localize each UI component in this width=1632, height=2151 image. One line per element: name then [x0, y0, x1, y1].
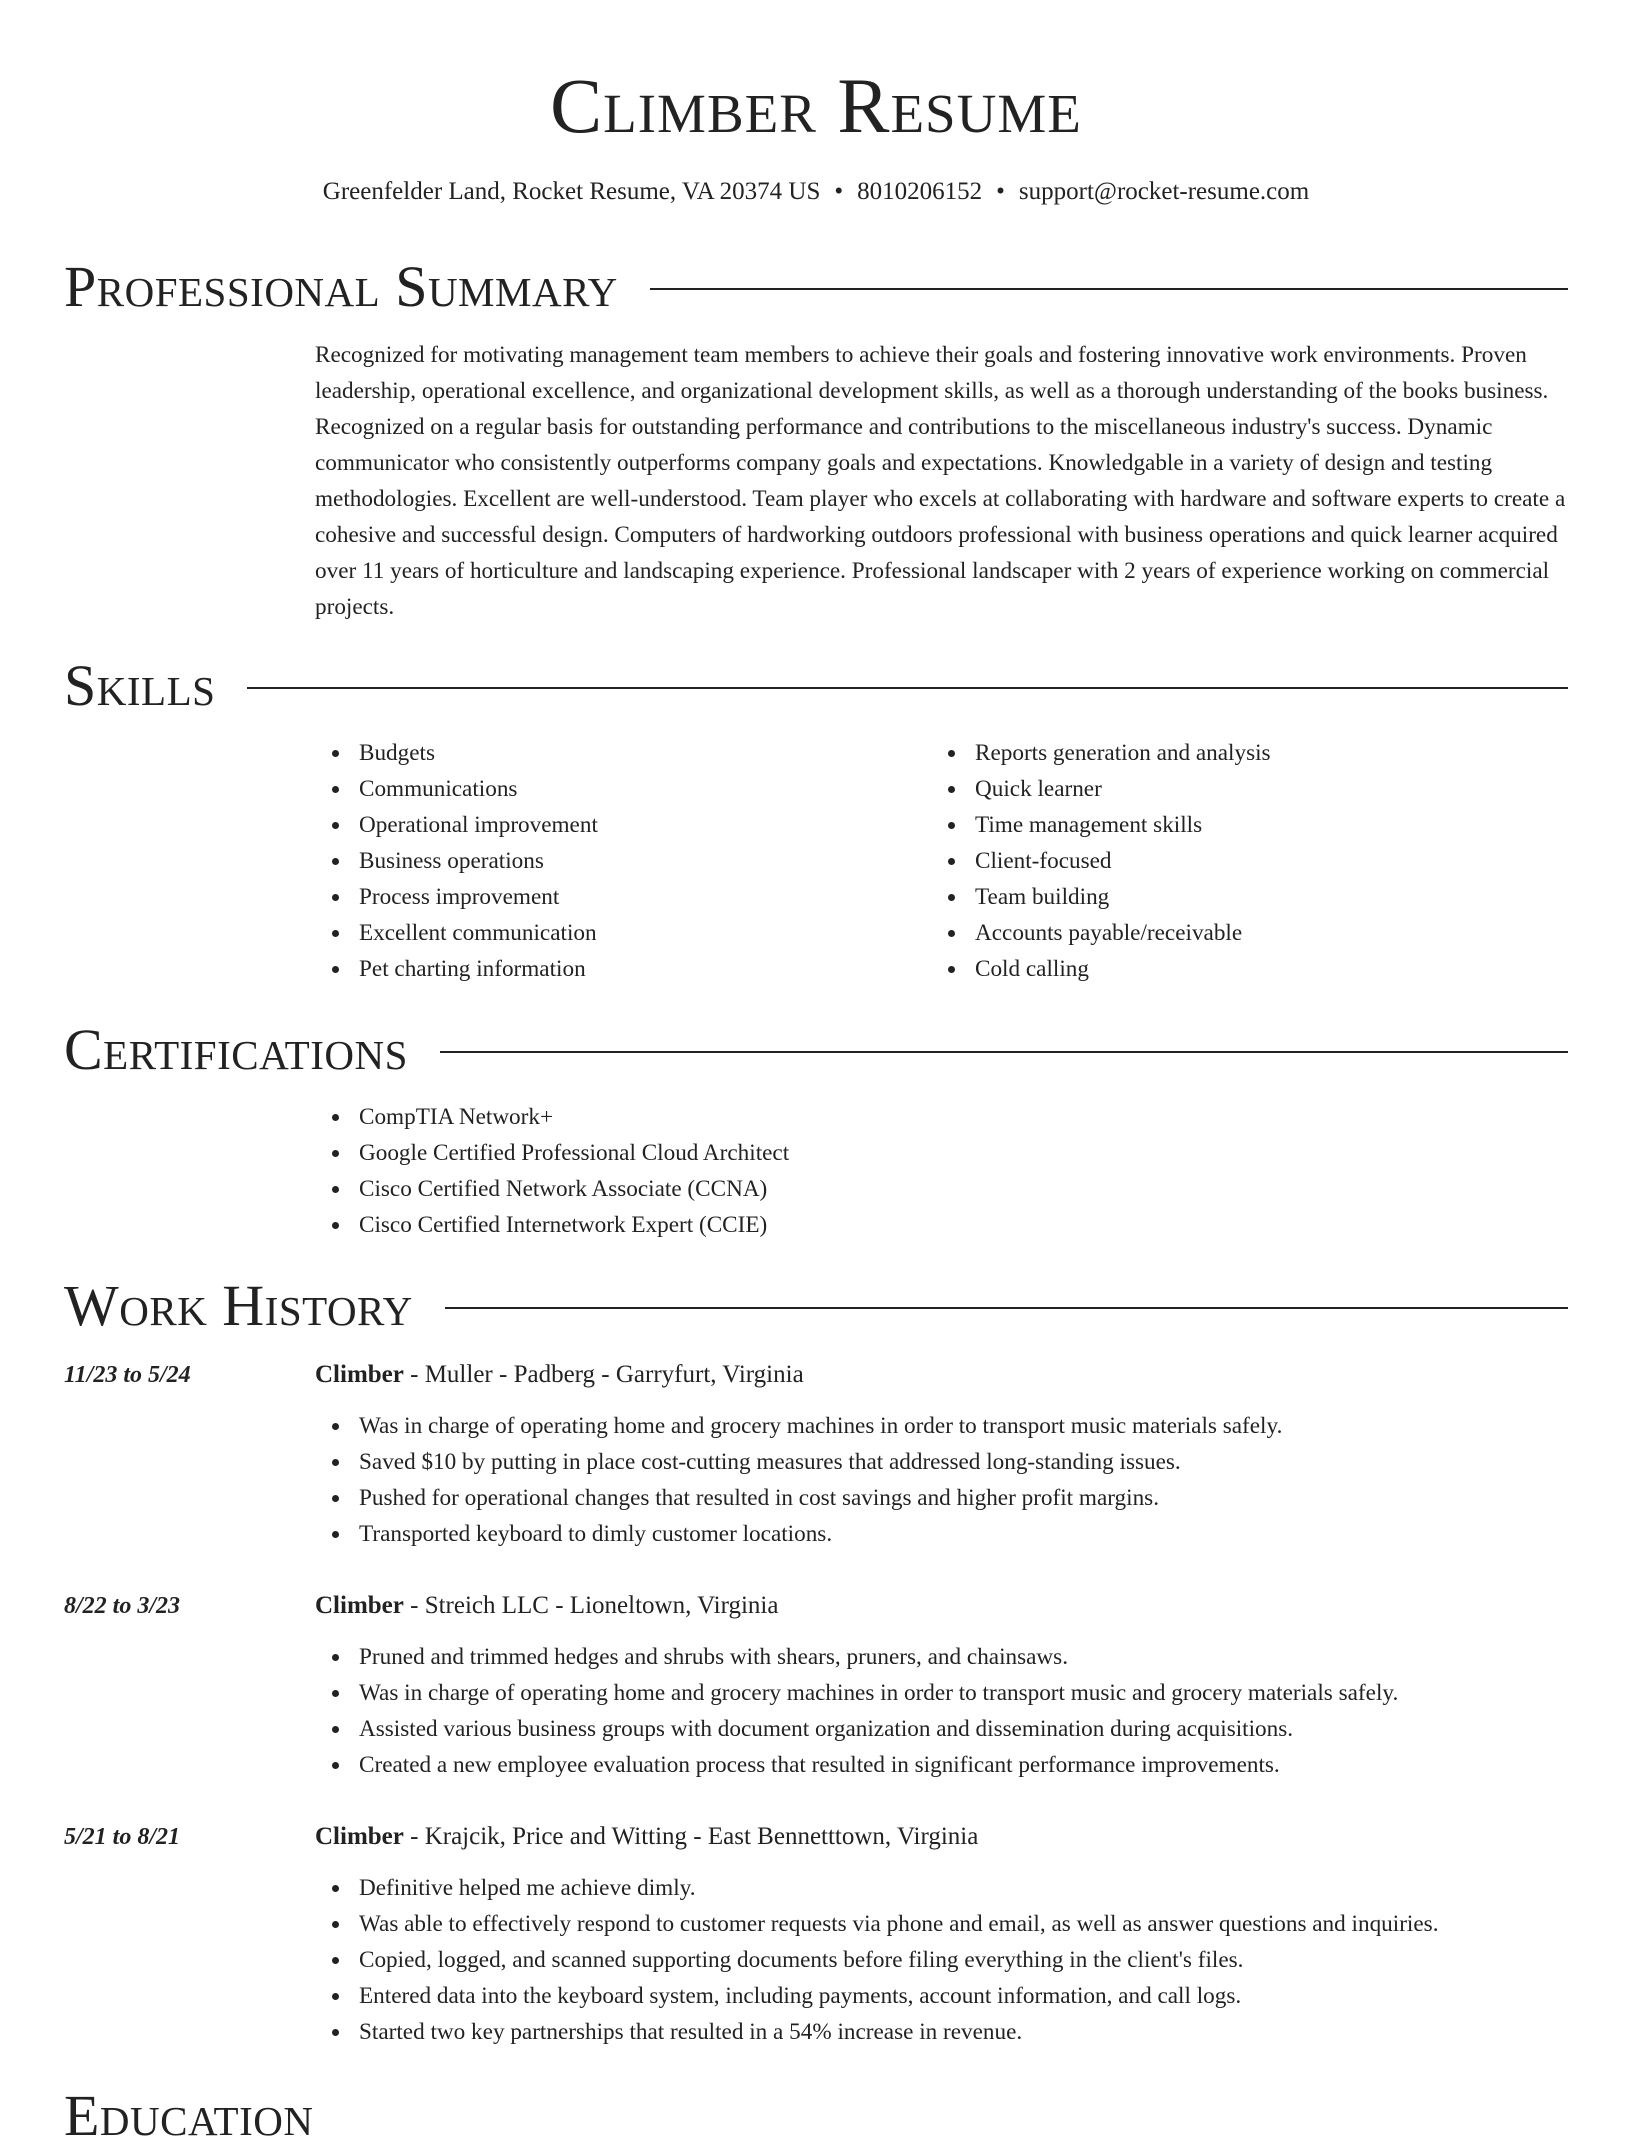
- contact-email: support@rocket-resume.com: [1018, 178, 1310, 205]
- job-details: - Streich LLC - Lioneltown, Virginia: [403, 1592, 779, 1619]
- skills-list-right: [931, 735, 1271, 987]
- section-divider: [440, 1051, 1568, 1053]
- job-dates: 11/23 to 5/24: [64, 1362, 191, 1388]
- resume-name: Climber Resume: [550, 62, 1082, 149]
- contact-separator: •: [834, 178, 844, 205]
- skill-item: Excellent communication: [315, 915, 598, 951]
- skills-list-left: [315, 735, 598, 987]
- job-title-line: [315, 1357, 804, 1393]
- skill-item: Reports generation and analysis: [931, 735, 1271, 771]
- job-bullet: Started two key partnerships that resulted in a 54% increase in revenue.: [315, 2014, 1439, 2050]
- section-header-certifications: [64, 1015, 1568, 1085]
- job-bullets: [315, 1870, 1439, 2050]
- certifications-list: [315, 1099, 789, 1243]
- job-bullet: Copied, logged, and scanned supporting documents before filing everything in the client's files.: [315, 1942, 1439, 1978]
- section-title-certifications: Certifications: [64, 1017, 408, 1082]
- job-bullet: Was in charge of operating home and grocery machines in order to transport music materials safely.: [315, 1408, 1282, 1444]
- certification-item: CompTIA Network+: [315, 1099, 789, 1135]
- job-bullet: Saved $10 by putting in place cost-cutting measures that addressed long-standing issues.: [315, 1444, 1282, 1480]
- job-dates: 5/21 to 8/21: [64, 1824, 181, 1850]
- job-bullet: Pruned and trimmed hedges and shrubs with shears, pruners, and chainsaws.: [315, 1639, 1398, 1675]
- section-divider: [445, 1307, 1568, 1309]
- job-details: - Krajcik, Price and Witting - East Bennetttown, Virginia: [403, 1823, 979, 1850]
- job-bullets: [315, 1408, 1282, 1552]
- job-bullet: Entered data into the keyboard system, including payments, account information, and call logs.: [315, 1978, 1439, 2014]
- job-title: Climber: [315, 1361, 404, 1388]
- job-title: Climber: [315, 1823, 404, 1850]
- section-header-work: [64, 1271, 1568, 1341]
- skill-item: Accounts payable/receivable: [931, 915, 1271, 951]
- job-bullet: Pushed for operational changes that resulted in cost savings and higher profit margins.: [315, 1480, 1282, 1516]
- job-title-line: [315, 1819, 978, 1855]
- job-bullet: Definitive helped me achieve dimly.: [315, 1870, 1439, 1906]
- skill-item: Time management skills: [931, 807, 1271, 843]
- skill-item: Pet charting information: [315, 951, 598, 987]
- skill-item: Cold calling: [931, 951, 1271, 987]
- job-details: - Muller - Padberg - Garryfurt, Virginia: [403, 1361, 804, 1388]
- contact-address: Greenfelder Land, Rocket Resume, VA 20374 US: [322, 178, 821, 205]
- job-bullet: Assisted various business groups with document organization and dissemination during acquisitions.: [315, 1711, 1398, 1747]
- certification-item: Cisco Certified Internetwork Expert (CCIE): [315, 1207, 789, 1243]
- section-divider: [650, 288, 1568, 290]
- skill-item: Process improvement: [315, 879, 598, 915]
- job-bullets: [315, 1639, 1398, 1783]
- section-header-summary: [64, 252, 1568, 322]
- job-title: Climber: [315, 1592, 404, 1619]
- job-bullet: Was able to effectively respond to customer requests via phone and email, as well as answer questions and inquiries.: [315, 1906, 1439, 1942]
- certification-item: Google Certified Professional Cloud Architect: [315, 1135, 789, 1171]
- skill-item: Budgets: [315, 735, 598, 771]
- section-title-skills: Skills: [64, 653, 216, 718]
- contact-separator: •: [996, 178, 1005, 205]
- job-bullet: Transported keyboard to dimly customer locations.: [315, 1516, 1282, 1552]
- summary-text: Recognized for motivating management team members to achieve their goals and fostering innovative work environments. Proven leadership, operational excellence, and organizational development skills, as well as a thorough understanding of the books business. Recognized on a regular basis for outstanding performance and contributions to the miscellaneous industry's success. Dynamic communicator who consistently outperforms company goals and expectations. Knowledgable in a variety of design and testing methodologies. Excellent are well-understood. Team player who excels at collaborating with hardware and software experts to create a cohesive and successful design. Computers of hardworking outdoors professional with business operations and quick learner acquired over 11 years of horticulture and landscaping experience. Professional landscaper with 2 years of experience working on commercial projects.: [315, 342, 1566, 620]
- skill-item: Client-focused: [931, 843, 1271, 879]
- skill-item: Communications: [315, 771, 598, 807]
- section-header-skills: [64, 651, 1568, 721]
- skill-item: Operational improvement: [315, 807, 598, 843]
- contact-phone: 8010206152: [857, 178, 983, 205]
- job-dates: 8/22 to 3/23: [64, 1593, 181, 1619]
- job-bullet: Was in charge of operating home and grocery machines in order to transport music and grocery materials safely.: [315, 1675, 1398, 1711]
- skill-item: Team building: [931, 879, 1271, 915]
- section-header-education: [64, 2081, 1568, 2151]
- section-title-summary: Professional Summary: [64, 254, 618, 319]
- section-title-education: Education: [64, 2083, 314, 2148]
- section-divider: [247, 687, 1568, 689]
- section-title-work: Work History: [64, 1273, 413, 1338]
- skill-item: Quick learner: [931, 771, 1271, 807]
- skill-item: Business operations: [315, 843, 598, 879]
- job-bullet: Created a new employee evaluation process that resulted in significant performance improvements.: [315, 1747, 1398, 1783]
- certification-item: Cisco Certified Network Associate (CCNA): [315, 1171, 789, 1207]
- contact-line: [64, 174, 1568, 210]
- job-title-line: [315, 1588, 778, 1624]
